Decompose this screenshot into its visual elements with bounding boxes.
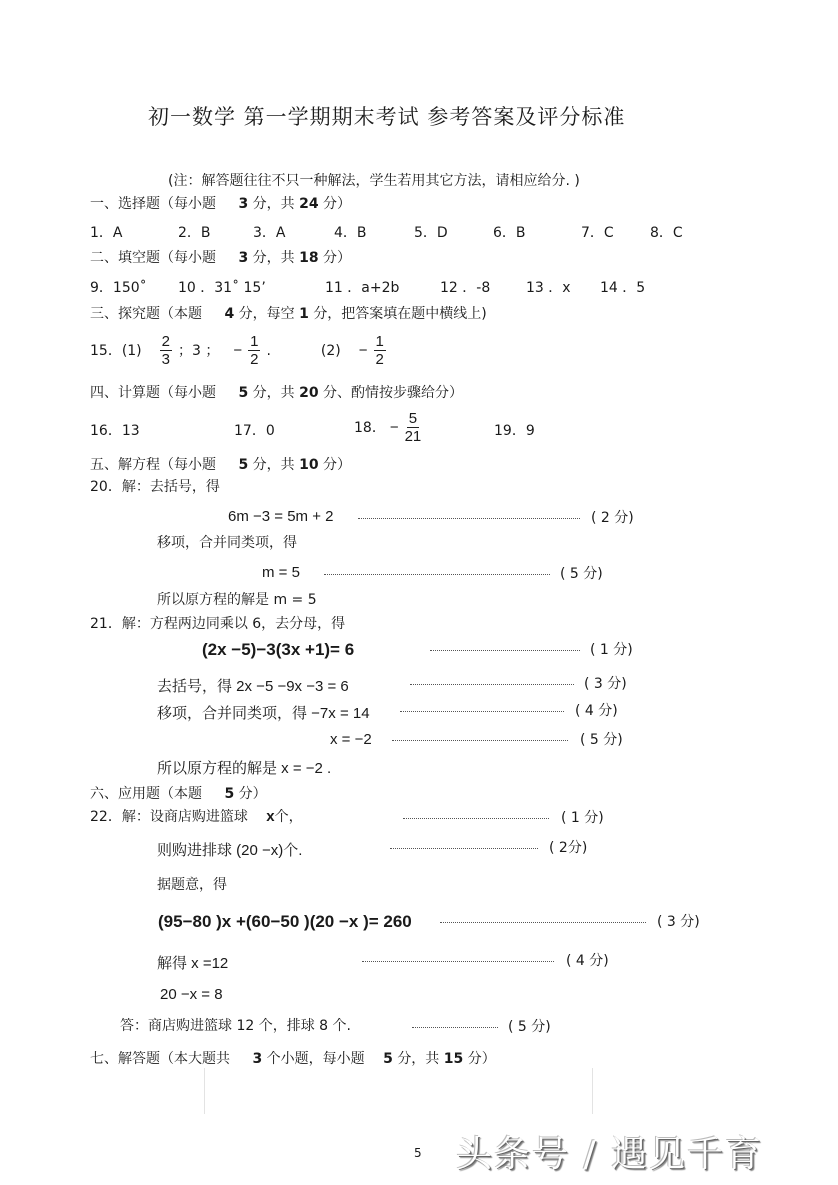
section-label: 三、探究题（本题 [90, 306, 202, 322]
table-border-line [592, 1068, 593, 1114]
points-per-blank: 1 [299, 306, 309, 322]
q22-step-5: 20 −x = 8 [160, 986, 223, 1003]
q20-conclusion: 所以原方程的解是 m = 5 [157, 592, 317, 608]
leader-dots [324, 565, 550, 575]
fill-answer: 9．150˚ [90, 280, 147, 296]
points-total: 10 [299, 457, 319, 473]
choice-answer: 6．B [493, 225, 526, 241]
score-marker: ( 5 分) [580, 732, 623, 748]
minus-sign: − [389, 418, 399, 436]
score-marker: ( 3 分) [657, 914, 700, 930]
choice-answer: 2．B [178, 225, 211, 241]
section-label: 五、解方程（每小题 [90, 457, 216, 473]
variable-x: x [266, 808, 275, 825]
choice-answer: 8．C [650, 225, 683, 241]
q15-label: 15．(1) [90, 342, 142, 359]
points-total: 24 [299, 196, 319, 212]
q22-step-2: 则购进排球 (20 −x)个. [157, 842, 303, 859]
section-text: 分，共 [252, 457, 295, 473]
leader-dots [362, 952, 554, 962]
leader-dots [440, 913, 646, 923]
q21-equation-1: (2x −5)−3(3x +1)= 6 [202, 640, 355, 659]
section-label: 二、填空题（每小题 [90, 250, 216, 266]
section-label: 七、解答题（本大题共 [90, 1051, 230, 1067]
section-text: 分、酌情按步骤给分） [323, 385, 464, 401]
separator: ；3 ； [178, 342, 220, 359]
section-heading-application [90, 785, 267, 803]
points-each: 5 [383, 1051, 393, 1067]
fill-answer: 10 ．31˚ 15’ [178, 280, 266, 296]
q15-answer [90, 333, 386, 368]
q18-label: 18． [354, 419, 386, 436]
section-text: 分） [467, 1051, 496, 1067]
leader-dots [412, 1018, 498, 1028]
q22-intro [90, 808, 303, 826]
denominator: 2 [375, 351, 384, 368]
section-text: 分，把答案填在题中横线上) [313, 306, 487, 322]
q21-step-3: 移项，合并同类项，得 −7x = 14 [157, 705, 370, 722]
q22-step-3: 据题意，得 [157, 877, 227, 893]
points-each: 3 [238, 196, 249, 212]
denominator: 21 [404, 428, 422, 445]
leader-dots [392, 731, 568, 741]
numerator: 1 [250, 333, 259, 350]
leader-dots [430, 641, 580, 651]
section-text: 分，共 [397, 1051, 440, 1067]
grading-note: (注：解答题往往不只一种解法，学生若用其它方法，请相应给分. ) [168, 173, 580, 189]
q20-equation-1: 6m −3 = 5m + 2 [228, 508, 334, 525]
points-total: 20 [299, 385, 319, 401]
score-marker: ( 5 分) [560, 566, 603, 582]
q21-intro: 21．解：方程两边同乘以 6，去分母，得 [90, 616, 346, 632]
fill-answer: 14 ．5 [600, 280, 646, 296]
section-text: 个小题，每小题 [266, 1051, 365, 1067]
choice-answer: 7．C [581, 225, 614, 241]
table-border-line [204, 1068, 205, 1114]
section-text: 分，共 [252, 250, 295, 266]
points-each: 3 [238, 250, 249, 266]
score-marker: ( 4 分) [566, 953, 609, 969]
section-label: 六、应用题（本题 [90, 786, 202, 802]
section-label: 一、选择题（每小题 [90, 196, 216, 212]
section-text: 分，共 [252, 385, 295, 401]
points-total: 15 [443, 1051, 464, 1067]
points-total: 18 [299, 250, 319, 266]
q15-part2-label: (2) [320, 342, 341, 359]
leader-dots [403, 809, 549, 819]
numerator: 2 [161, 333, 170, 350]
choice-answer: 5．D [414, 225, 448, 241]
calc-answer: 17．0 [234, 423, 275, 439]
section-text: 分，共 [252, 196, 295, 212]
section-text: 分） [323, 457, 352, 473]
score-marker: ( 1 分) [590, 642, 633, 658]
section-heading-explore [90, 305, 487, 323]
section-text: 分） [323, 196, 352, 212]
fraction [374, 333, 386, 368]
score-marker: ( 5 分) [508, 1019, 551, 1035]
q22-intro-text: 22．解：设商店购进篮球 [90, 809, 248, 825]
section-label: 四、计算题（每小题 [90, 385, 216, 401]
choice-answer: 4．B [334, 225, 367, 241]
q22-intro-text: 个， [274, 809, 303, 825]
page-number: 5 [414, 1146, 422, 1160]
points-each: 5 [224, 786, 235, 802]
numerator: 5 [408, 410, 418, 427]
score-marker: ( 2 分) [591, 510, 634, 526]
denominator: 2 [250, 351, 259, 368]
fill-answer: 11 ．a+2b [325, 280, 400, 296]
q20-equation-2: m = 5 [262, 564, 300, 581]
section-heading-solve [90, 1050, 496, 1068]
section-text: 分） [238, 786, 267, 802]
watermark: 头条号 / 遇见千育 [456, 1134, 764, 1175]
score-marker: ( 2分) [549, 840, 588, 856]
q22-equation: (95−80 )x +(60−50 )(20 −x )= 260 [158, 912, 412, 931]
period: . [266, 342, 271, 359]
choice-answer: 1．A [90, 225, 123, 241]
section-text: 分） [323, 250, 352, 266]
q20-step: 移项，合并同类项，得 [157, 535, 297, 551]
denominator: 3 [161, 351, 170, 368]
q22-step-4: 解得 x =12 [157, 955, 229, 972]
score-marker: ( 1 分) [561, 810, 604, 826]
fraction [248, 333, 260, 368]
calc-answer: 19．9 [494, 423, 535, 439]
fraction [160, 333, 172, 368]
fill-answer: 13 ．x [526, 280, 571, 296]
section-heading-fill [90, 249, 351, 267]
section-text: 分，每空 [238, 306, 295, 322]
q21-step-2: 去括号，得 2x −5 −9x −3 = 6 [157, 678, 349, 695]
numerator: 1 [375, 333, 384, 350]
score-marker: ( 4 分) [575, 703, 618, 719]
choice-answer: 3．A [253, 225, 286, 241]
fraction [403, 410, 424, 445]
section-heading-calc [90, 384, 463, 402]
section-heading-choice [90, 195, 351, 213]
minus-sign: − [233, 341, 243, 359]
q22-answer: 答：商店购进篮球 12 个，排球 8 个. [120, 1018, 351, 1034]
leader-dots [390, 839, 538, 849]
question-count: 3 [252, 1051, 263, 1067]
points-each: 5 [238, 385, 249, 401]
page-title: 初一数学 第一学期期末考试 参考答案及评分标准 [148, 105, 626, 129]
leader-dots [400, 702, 564, 712]
q20-intro: 20．解：去括号，得 [90, 479, 220, 495]
score-marker: ( 3 分) [584, 676, 627, 692]
leader-dots [410, 675, 574, 685]
fill-answer: 12 ．-8 [440, 280, 491, 296]
section-heading-equations [90, 456, 351, 474]
q21-equation-4: x = −2 [330, 731, 372, 748]
minus-sign: − [358, 341, 368, 359]
calc-answer-18 [354, 410, 423, 445]
q21-conclusion: 所以原方程的解是 x = −2 . [157, 760, 332, 777]
points-each: 5 [238, 457, 249, 473]
points-each: 4 [224, 306, 235, 322]
calc-answer: 16．13 [90, 423, 140, 439]
leader-dots [358, 509, 580, 519]
